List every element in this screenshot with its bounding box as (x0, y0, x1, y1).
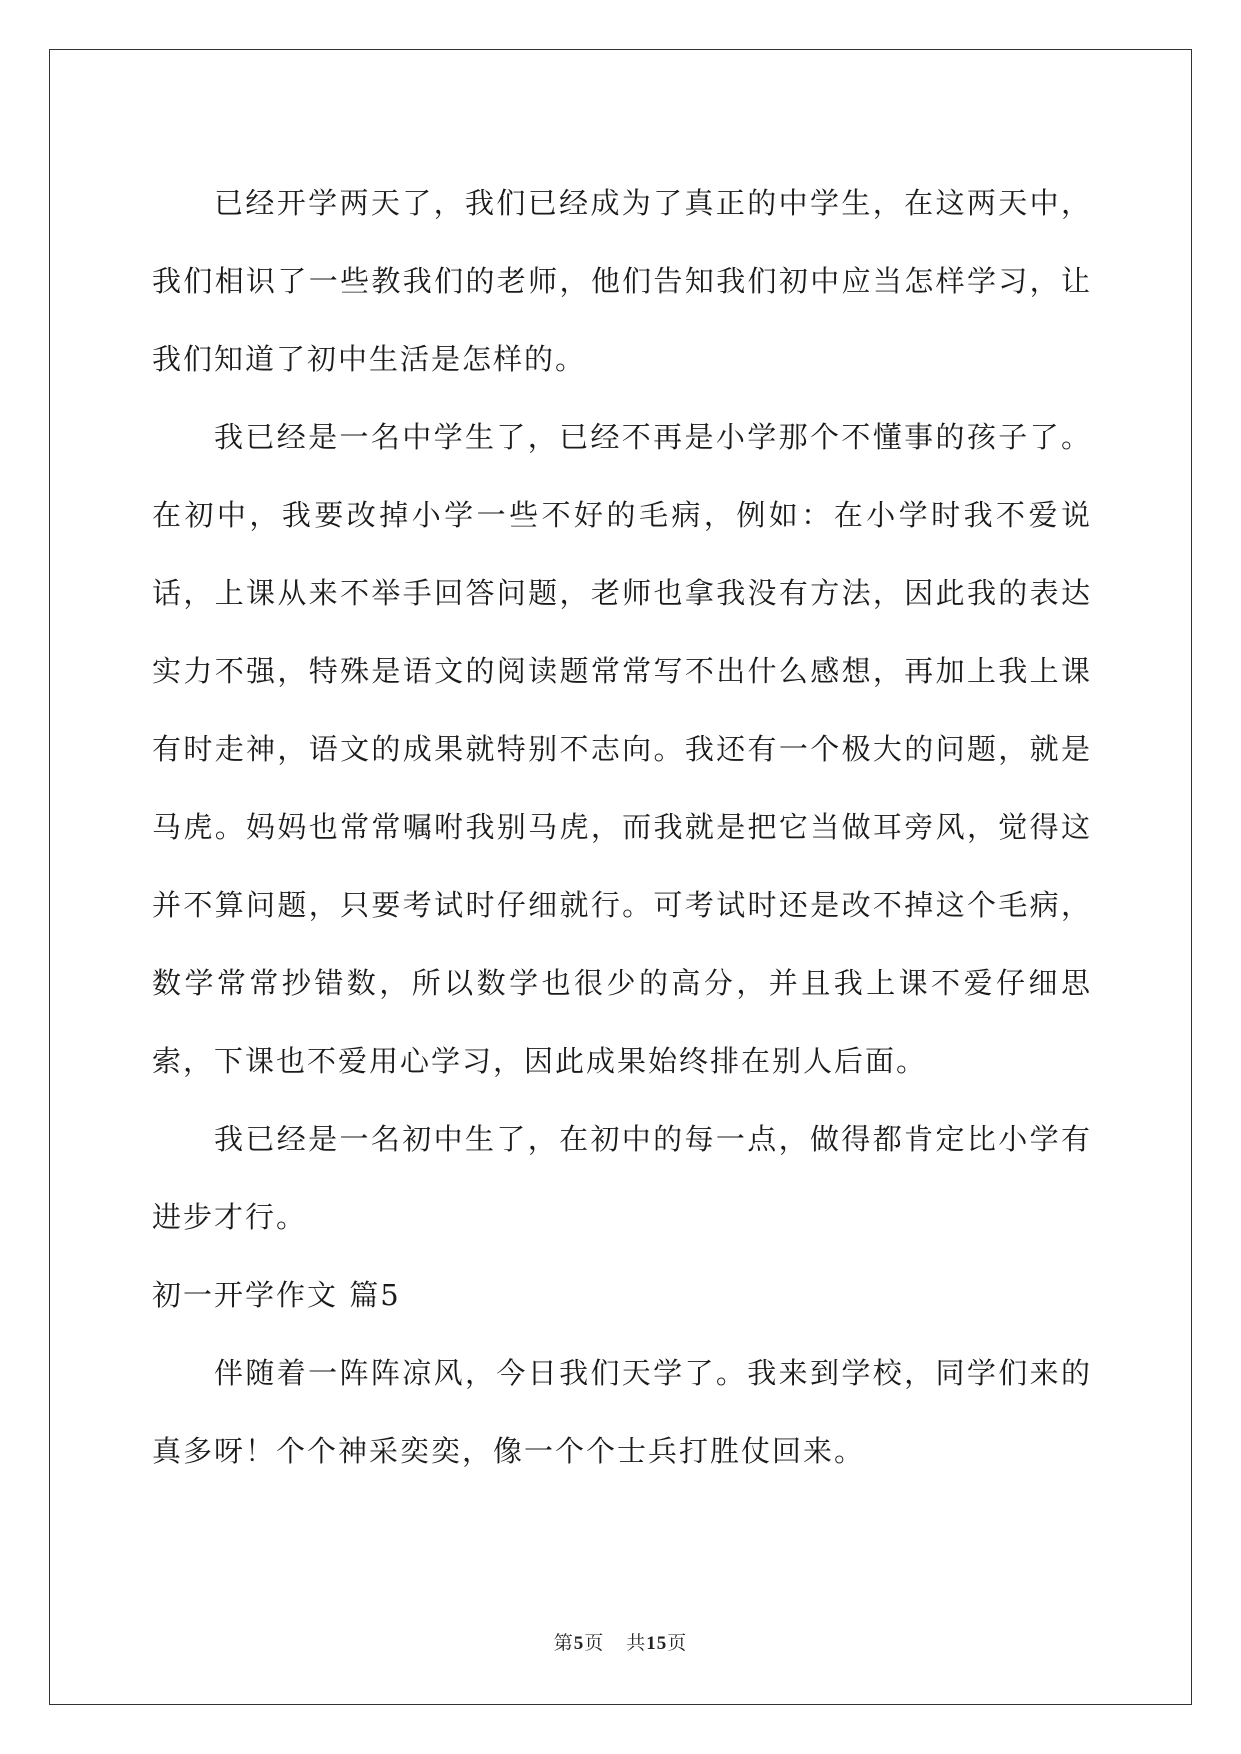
total-pages-number: 15 (646, 1633, 668, 1654)
footer-total-suffix: 页 (667, 1632, 688, 1654)
current-page-number: 5 (573, 1633, 585, 1654)
paragraph-1: 已经开学两天了，我们已经成为了真正的中学生，在这两天中，我们相识了一些教我们的老师，他们告知我们初中应当怎样学习，让我们知道了初中生活是怎样的。 (152, 186, 1092, 376)
paragraph-4: 伴随着一阵阵凉风，今日我们天学了。我来到学校，同学们来的真多呀！个个神采奕奕，像一个个士兵打胜仗回来。 (152, 1356, 1092, 1468)
paragraph-3: 我已经是一名初中生了，在初中的每一点，做得都肯定比小学有进步才行。 (152, 1122, 1092, 1234)
footer-page-word: 页 (584, 1632, 605, 1654)
page-footer (0, 1628, 1241, 1655)
paragraph-2: 我已经是一名中学生了，已经不再是小学那个不懂事的孩子了。在初中，我要改掉小学一些不好的毛病，例如：在小学时我不爱说话，上课从来不举手回答问题，老师也拿我没有方法，因此我的表达实力不强，特殊是语文的阅读题常常写不出什么感想，再加上我上课有时走神，语文的成果就特别不志向。我还有一个极大的问题，就是马虎。妈妈也常常嘱咐我别马虎，而我就是把它当做耳旁风，觉得这并不算问题，只要考试时仔细就行。可考试时还是改不掉这个毛病，数学常常抄错数，所以数学也很少的高分，并且我上课不爱仔细思索，下课也不爱用心学习，因此成果始终排在别人后面。 (152, 420, 1092, 1078)
footer-total-prefix: 共 (626, 1632, 647, 1654)
footer-prefix: 第 (553, 1632, 574, 1654)
document-body (152, 164, 1092, 1490)
section-heading: 初一开学作文 篇5 (152, 1278, 401, 1312)
